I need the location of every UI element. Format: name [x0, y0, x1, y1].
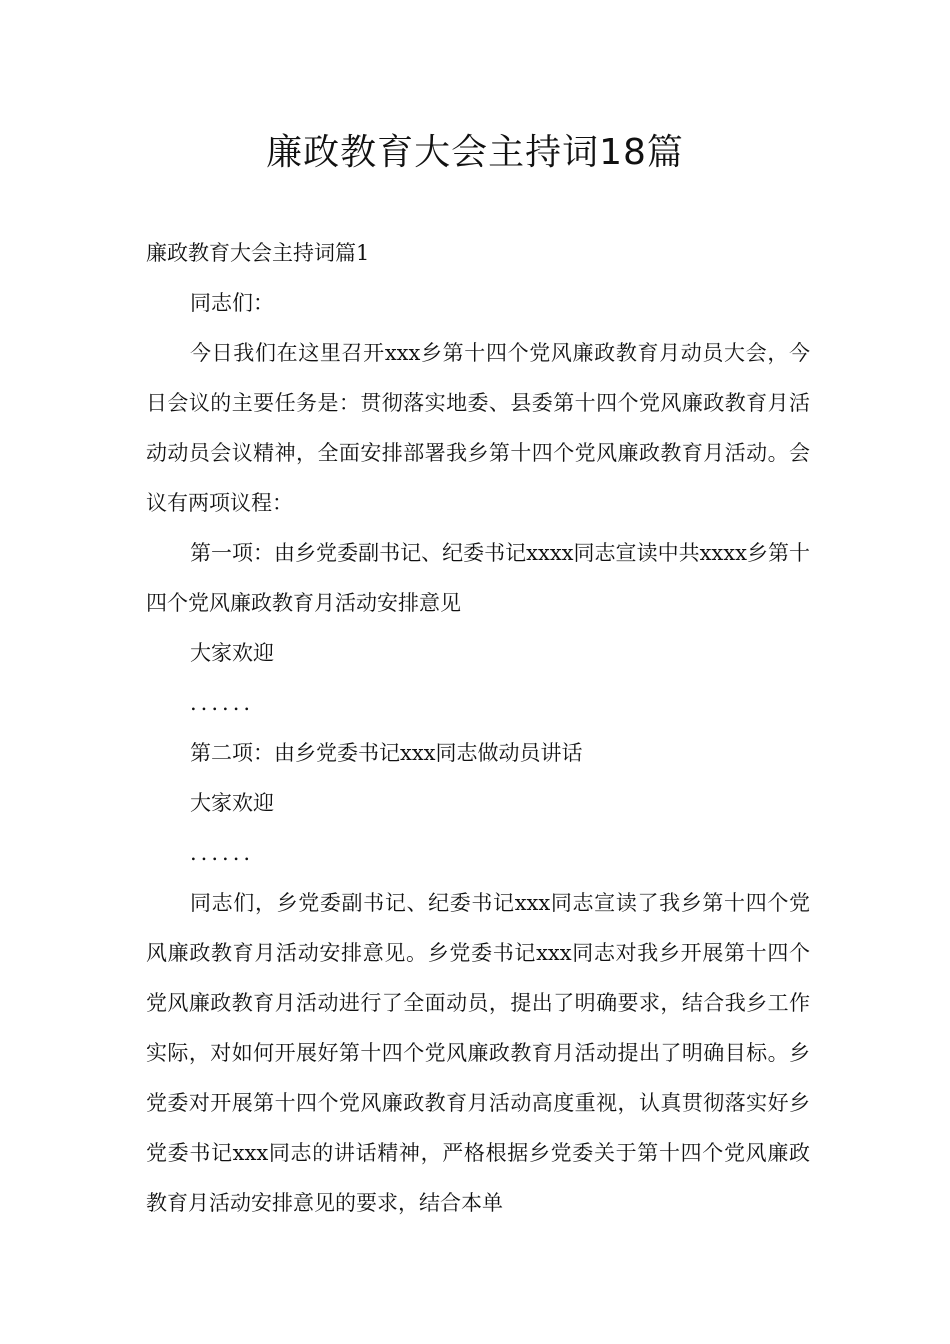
- paragraph-agenda-item-1: 第一项：由乡党委副书记、纪委书记xxxx同志宣读中共xxxx乡第十四个党风廉政教育月活动安排意见: [146, 541, 810, 615]
- paragraph-ellipsis-1: ......: [190, 691, 255, 715]
- paragraph-agenda-item-2: 第二项：由乡党委书记xxx同志做动员讲话: [190, 741, 583, 765]
- paragraph-summary: 同志们，乡党委副书记、纪委书记xxx同志宣读了我乡第十四个党风廉政教育月活动安排意见。乡党委书记xxx同志对我乡开展第十四个党风廉政教育月活动进行了全面动员，提出了明确要求，结合我乡工作实际，对如何开展好第十四个党风廉政教育月活动提出了明确目标。乡党委对开展第十四个党风廉政教育月活动高度重视，认真贯彻落实好乡党委书记xxx同志的讲话精神，严格根据乡党委关于第十四个党风廉政教育月活动安排意见的要求，结合本单: [146, 891, 810, 1215]
- paragraph-meeting-intro: 今日我们在这里召开xxx乡第十四个党风廉政教育月动员大会，今日会议的主要任务是：贯彻落实地委、县委第十四个党风廉政教育月活动动员会议精神，全面安排部署我乡第十四个党风廉政教育月活动。会议有两项议程：: [146, 341, 810, 515]
- document-body: [146, 228, 810, 1228]
- section-heading: 廉政教育大会主持词篇1: [146, 241, 370, 265]
- paragraph-welcome-2: 大家欢迎: [190, 791, 274, 815]
- document-title: 廉政教育大会主持词18篇: [266, 132, 684, 173]
- paragraph-salutation: 同志们：: [190, 291, 274, 315]
- paragraph-ellipsis-2: ......: [190, 841, 255, 865]
- paragraph-welcome-1: 大家欢迎: [190, 641, 274, 665]
